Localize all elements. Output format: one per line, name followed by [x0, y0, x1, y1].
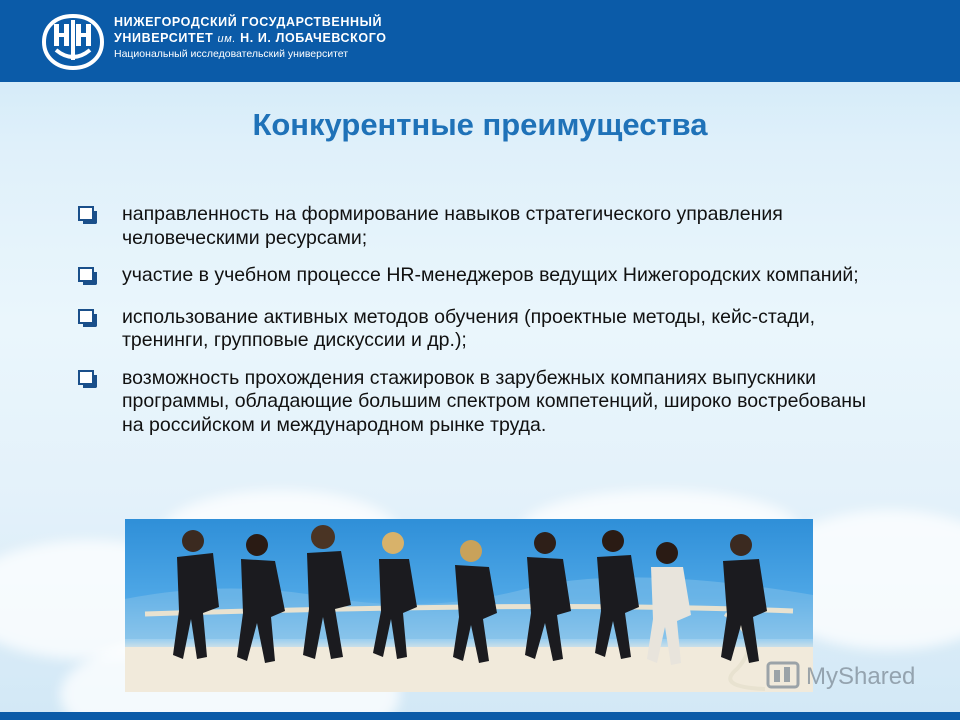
- university-line-2-part-a: УНИВЕРСИТЕТ: [114, 31, 214, 45]
- university-line-1: НИЖЕГОРОДСКИЙ ГОСУДАРСТВЕННЫЙ: [114, 15, 383, 29]
- checkbox-bullet-icon: [78, 206, 94, 221]
- checkbox-bullet-icon: [78, 309, 94, 324]
- checkbox-bullet-icon: [78, 267, 94, 282]
- photo-illustration: [125, 519, 813, 692]
- bullet-item: [78, 306, 878, 353]
- bullet-item: [78, 264, 878, 288]
- university-line-3: Национальный исследовательский университет: [114, 48, 349, 60]
- myshared-logo-icon: [766, 657, 936, 691]
- watermark-text: MyShared: [806, 663, 916, 690]
- footer-bar: [0, 712, 960, 720]
- bullet-item: [78, 367, 878, 438]
- university-line-2-im: им.: [217, 33, 236, 45]
- university-name: [114, 14, 387, 62]
- bullet-text: возможность прохождения стажировок в зарубежных компаниях выпускники программы, обладающие большим спектром компетенций, широко востребованы на российском и международном рынке труда.: [122, 366, 866, 436]
- tug-of-war-business-people-photo: [125, 519, 813, 692]
- bullet-item: [78, 203, 878, 250]
- header-bar: [0, 0, 960, 82]
- bullet-text: использование активных методов обучения (проектные методы, кейс-стади, тренинги, групповые дискуссии и др.);: [122, 305, 816, 351]
- slide-title: Конкурентные преимущества: [252, 107, 708, 142]
- nngu-logo-icon: [42, 14, 104, 70]
- checkbox-bullet-icon: [78, 370, 94, 385]
- bullet-text: участие в учебном процессе HR-менеджеров ведущих Нижегородских компаний;: [122, 264, 859, 286]
- university-line-2-part-b: Н. И. ЛОБАЧЕВСКОГО: [240, 31, 387, 45]
- university-line-2: [114, 30, 387, 47]
- bullet-text: направленность на формирование навыков стратегического управления человеческими ресурсами;: [122, 203, 783, 249]
- bullet-list: [78, 203, 878, 451]
